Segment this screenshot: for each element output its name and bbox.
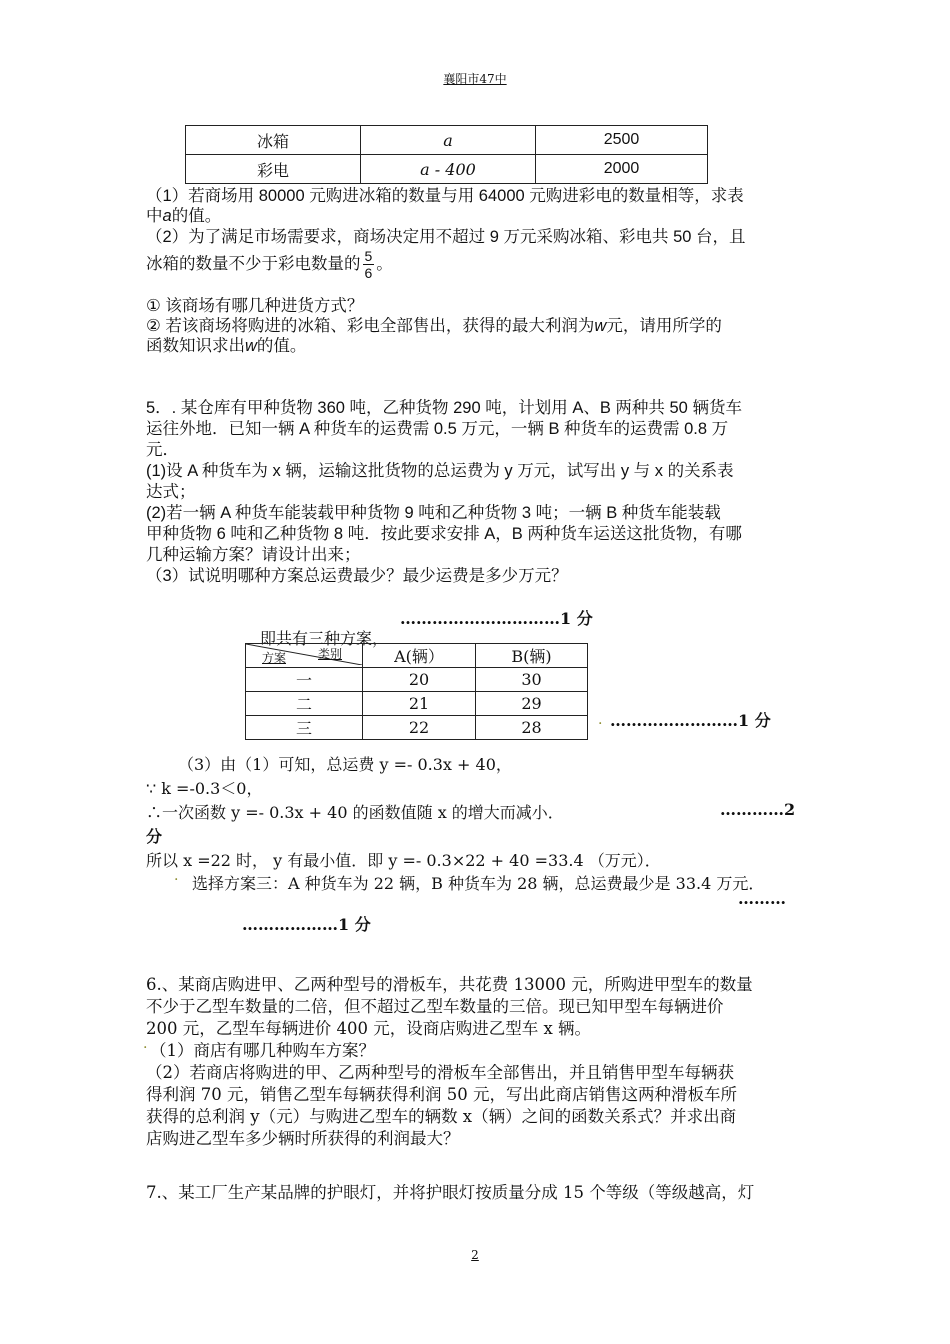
text-span: 的值。 [171, 207, 222, 225]
q4-sub1: ① 该商场有哪几种进货方式？ [146, 297, 364, 315]
q6-line2: 不少于乙型车数量的二倍，但不超过乙型车数量的三倍。现已知甲型车每辆进价 [146, 997, 724, 1016]
decorative-dot: . [598, 712, 603, 728]
table-header: B(辆) [476, 644, 588, 668]
q4-price-table [185, 125, 708, 184]
table-cell: 三 [246, 716, 363, 740]
table-header-diagonal [246, 644, 363, 668]
q5-line4: (1)设 A 种货车为 x 辆，运输这批货物的总运费为 y 万元，试写出 y 与 x 的关系表 [146, 462, 734, 480]
text-span: 的值。 [256, 337, 307, 355]
q5-line1: 5．. 某仓库有甲种货物 360 吨，乙种货物 290 吨，计划用 A、B 两种共 50 辆货车 [146, 399, 742, 417]
q6-line8: 店购进乙型车多少辆时所获得的利润最大？ [146, 1129, 460, 1148]
table-cell: 30 [476, 668, 588, 692]
table-row [186, 155, 708, 184]
table-row [246, 668, 588, 692]
q6-line5: （2）若商店将购进的甲、乙两种型号的滑板车全部售出，并且销售甲型车每辆获 [146, 1063, 734, 1082]
table-cell: 冰箱 [186, 126, 361, 155]
q4-sub2-line1 [146, 316, 722, 337]
table-row [246, 716, 588, 740]
score-dots: ……… [738, 889, 786, 908]
q6-line6: 得利润 70 元，销售乙型车每辆获得利润 50 元，写出此商店销售这两种滑板车所 [146, 1085, 737, 1104]
q4-part2-line1: （2）为了满足市场需要求，商场决定用不超过 9 万元采购冰箱、彩电共 50 台，且 [146, 228, 746, 246]
variable-a: a [162, 207, 172, 225]
text-span: 冰箱的数量不少于彩电数量的 [146, 255, 361, 273]
table-cell: 21 [363, 692, 476, 716]
q6-line1: 6.、某商店购进甲、乙两种型号的滑板车，共花费 13000 元，所购进甲型车的数量 [146, 975, 753, 994]
table-row [186, 126, 708, 155]
solution-slope: ∵ k =-0.3＜0， [146, 779, 263, 798]
table-cell: 2500 [536, 126, 708, 155]
q7-line1: 7.、某工厂生产某品牌的护眼灯，并将护眼灯按质量分成 15 个等级（等级越高，灯 [146, 1183, 755, 1202]
q4-part1-line2 [146, 206, 221, 227]
score-mark: ……………………1 分 [610, 711, 771, 730]
score-mark: …………2 [720, 800, 796, 819]
header-category-label: 类别 [318, 647, 343, 661]
plans-table [245, 643, 588, 740]
q5-line5: 达式； [146, 483, 196, 501]
q6-line4: （1）商店有哪几种购车方案？ [150, 1041, 375, 1060]
q4-part2-line2 [146, 248, 393, 281]
decorative-dot: . [143, 1036, 148, 1052]
table-cell: 彩电 [186, 155, 361, 184]
table-cell: 20 [363, 668, 476, 692]
score-mark-unit: 分 [146, 827, 163, 846]
table-cell: 二 [246, 692, 363, 716]
table-cell: 28 [476, 716, 588, 740]
table-row [246, 692, 588, 716]
q5-line8: 几种运输方案？请设计出来； [146, 546, 361, 564]
page-header: 襄阳市47中 [443, 72, 507, 86]
variable-w: w [594, 317, 607, 335]
text-span: ② 若该商场将购进的冰箱、彩电全部售出，获得的最大利润为 [146, 317, 595, 335]
q6-line3: 200 元，乙型车每辆进价 400 元，设商店购进乙型车 x 辆。 [146, 1019, 592, 1038]
solution-min: 所以 x =22 时， y 有最小值．即 y =- 0.3×22 + 40 =33.4 （万元）． [146, 851, 661, 870]
table-cell: 2000 [536, 155, 708, 184]
table-header: A(辆） [363, 644, 476, 668]
fraction-numerator: 5 [364, 248, 373, 264]
table-cell: 22 [363, 716, 476, 740]
table-cell: 一 [246, 668, 363, 692]
text-span: 。 [376, 255, 393, 273]
solution-decreasing: ∴一次函数 y =- 0.3x + 40 的函数值随 x 的增大而减小． [146, 803, 564, 822]
solution-choice: 选择方案三：A 种货车为 22 辆，B 种货车为 28 辆，总运费最少是 33.4 万元． [192, 874, 765, 893]
score-mark: …………………………1 分 [400, 609, 593, 628]
fraction-denominator: 6 [364, 265, 373, 281]
plans-intro: 即共有三种方案， [260, 629, 389, 648]
q5-line6: (2)若一辆 A 种货车能装载甲种货物 9 吨和乙种货物 3 吨；一辆 B 种货车能装载 [146, 504, 721, 522]
text-span: 函数知识求出 [146, 337, 245, 355]
q6-line7: 获得的总利润 y（元）与购进乙型车的辆数 x（辆）之间的函数关系式？并求出商 [146, 1107, 737, 1126]
variable-w: w [245, 337, 257, 355]
table-cell: 29 [476, 692, 588, 716]
q5-line7: 甲种货物 6 吨和乙种货物 8 吨．按此要求安排 A，B 两种货车运送这批货物，有哪 [146, 525, 742, 543]
text-span: 元，请用所学的 [606, 317, 722, 335]
solution-step3: （3）由（1）可知，总运费 y =- 0.3x + 40， [178, 755, 512, 774]
text-span: 中 [146, 207, 163, 225]
q5-line3: 元． [146, 441, 179, 459]
q5-line2: 运往外地．已知一辆 A 种货车的运费需 0.5 万元，一辆 B 种货车的运费需 0.8 万 [146, 420, 729, 438]
score-mark: ………………1 分 [242, 915, 371, 934]
fraction [363, 248, 375, 281]
table-row [246, 644, 588, 668]
table-cell: a [361, 126, 536, 155]
page-number: 2 [471, 1248, 479, 1262]
header-plan-label: 方案 [262, 651, 287, 665]
decorative-dot: . [174, 868, 179, 884]
q4-sub2-line2 [146, 336, 306, 357]
q5-line9: （3）试说明哪种方案总运费最少？最少运费是多少万元？ [146, 567, 568, 585]
table-cell: a - 400 [361, 155, 536, 184]
q4-part1-line1: （1）若商场用 80000 元购进冰箱的数量与用 64000 元购进彩电的数量相等，求表 [146, 187, 744, 205]
